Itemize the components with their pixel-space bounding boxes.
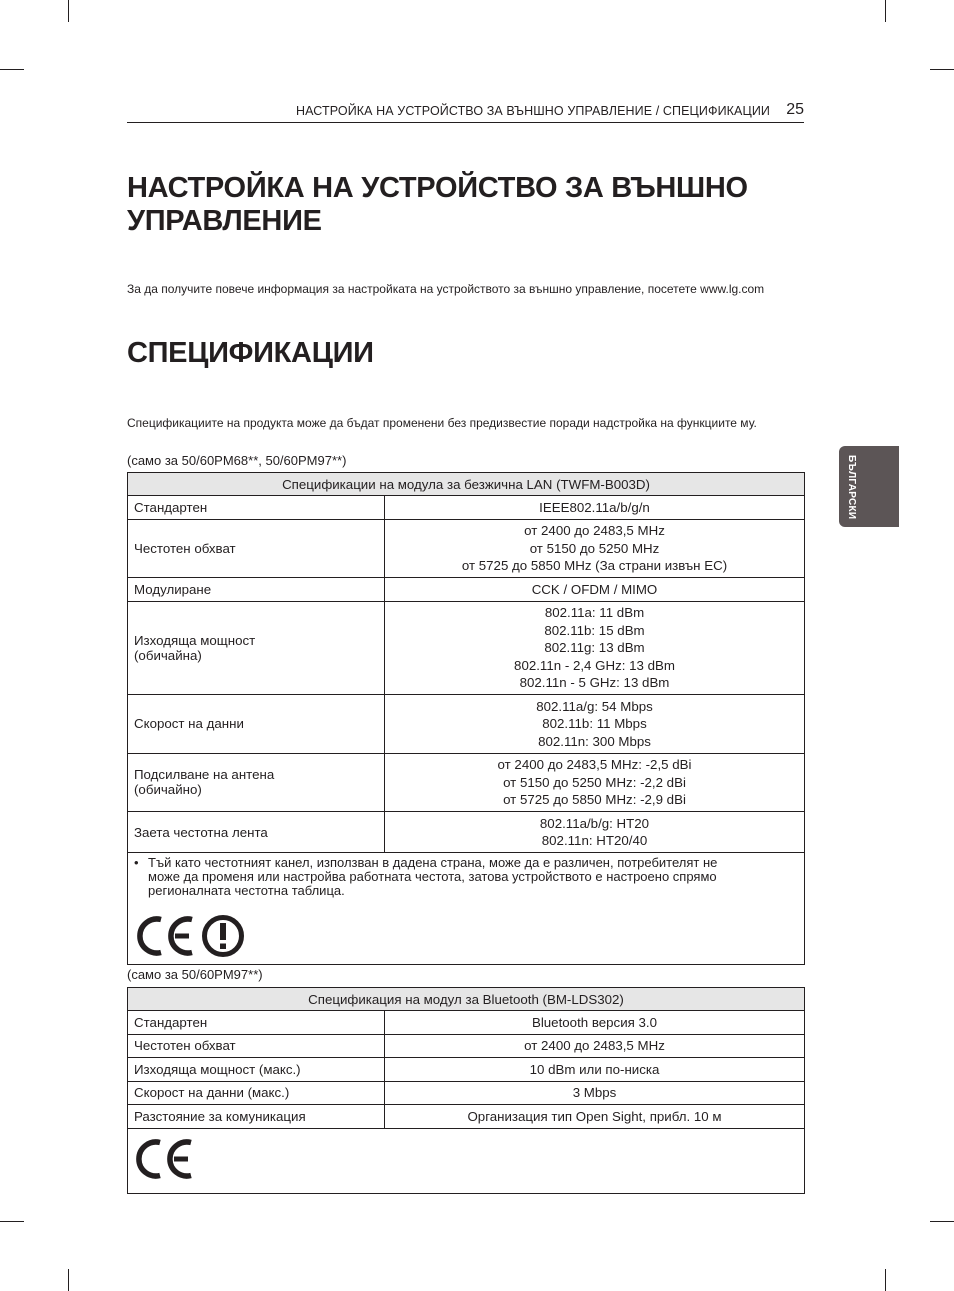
spec-label (128, 753, 385, 812)
spec-value (385, 519, 805, 578)
spec-row (128, 578, 805, 602)
note-line: регионалната честотна таблица. (148, 883, 345, 898)
external-control-text: За да получите повече информация за настройката на устройството за външно управление, посетете www.lg.com (127, 282, 765, 296)
spec-value-line: 10 dBm или по-ниска (529, 1061, 660, 1077)
running-header (127, 100, 804, 123)
spec-row (128, 812, 805, 853)
spec-label-line: Скорост на данни (134, 716, 244, 732)
wlan-note-cell (128, 853, 805, 965)
spec-label (128, 812, 385, 853)
spec-label-line: Честотен обхват (134, 540, 236, 556)
wlan-model-note: (само за 50/60PM68**, 50/60PM97**) (127, 453, 347, 468)
section-title-external-control (127, 172, 748, 238)
crop-mark (930, 1221, 954, 1222)
spec-label-line: Изходяща мощност (макс.) (134, 1061, 301, 1077)
spec-value-line: 802.11b: 11 Mbps (542, 716, 647, 731)
spec-row (128, 496, 805, 520)
spec-value-line: 802.11b: 15 dBm (544, 622, 645, 638)
spec-row (128, 1081, 805, 1105)
ce-mark-icon (134, 1137, 194, 1181)
crop-mark (885, 0, 886, 22)
spec-value-line: от 2400 до 2483,5 MHz (524, 1038, 665, 1053)
spec-value-line: от 5725 до 5850 MHz: -2,9 dBi (503, 792, 686, 807)
spec-value-line: 802.11n - 2,4 GHz: 13 dBm (514, 657, 675, 673)
spec-label-line: Изходяща мощност (134, 632, 256, 648)
note-line: може да променя или настройва работната честота, затова устройството е настроено спрямо (148, 869, 717, 884)
spec-label-line: (обичайно) (134, 782, 202, 798)
specifications-text: Спецификациите на продукта може да бъдат променени без предизвестие поради надстройка на функциите му. (127, 416, 757, 430)
spec-label (128, 1081, 385, 1105)
spec-label (128, 601, 385, 695)
spec-label-line: Модулиране (134, 581, 212, 597)
bluetooth-spec-table (127, 987, 805, 1194)
spec-label (128, 1105, 385, 1129)
spec-value (385, 1105, 805, 1129)
spec-value-line: от 2400 до 2483,5 MHz: -2,5 dBi (497, 757, 692, 772)
crop-mark (0, 69, 24, 70)
section-title-line: НАСТРОЙКА НА УСТРОЙСТВО ЗА ВЪНШНО (127, 172, 748, 204)
spec-label-line: Разстояние за комуникация (134, 1108, 306, 1124)
spec-label-line: Заета честотна лента (134, 824, 268, 840)
wlan-table-header: Спецификации на модула за безжична LAN (TWFM-B003D) (128, 473, 805, 496)
spec-value (385, 812, 805, 853)
language-tab-label: БЪЛГАРСКИ (846, 454, 857, 520)
crop-mark (885, 1269, 886, 1291)
spec-row (128, 1034, 805, 1058)
spec-label (128, 695, 385, 754)
bluetooth-mark-cell (128, 1128, 805, 1193)
spec-label-line: Честотен обхват (134, 1038, 236, 1054)
page-number: 25 (786, 101, 804, 118)
crop-mark (0, 1221, 24, 1222)
ce-mark-icon (135, 914, 195, 958)
spec-value (385, 578, 805, 602)
spec-row (128, 601, 805, 695)
crop-mark (68, 0, 69, 22)
spec-value-line: CCK / OFDM / MIMO (531, 581, 658, 597)
spec-value-line: IEEE802.11a/b/g/n (539, 499, 650, 515)
spec-label (128, 1034, 385, 1058)
wlan-spec-table (127, 472, 805, 965)
spec-value (385, 496, 805, 520)
spec-label (128, 496, 385, 520)
spec-value (385, 601, 805, 695)
spec-value-line: от 2400 до 2483,5 MHz (524, 523, 665, 538)
spec-value (385, 753, 805, 812)
spec-value-line: 3 Mbps (572, 1085, 617, 1100)
spec-label-line: (обичайна) (134, 647, 202, 663)
spec-value-line: 802.11a/g: 54 Mbps (536, 698, 653, 714)
spec-value-line: 802.11n: 300 Mbps (538, 733, 651, 749)
spec-label (128, 1011, 385, 1035)
spec-row (128, 695, 805, 754)
spec-value-line: Bluetooth версия 3.0 (531, 1014, 658, 1030)
spec-row (128, 519, 805, 578)
spec-row (128, 753, 805, 812)
note-bullet: • (134, 855, 139, 870)
spec-value (385, 1034, 805, 1058)
bluetooth-model-note: (само за 50/60PM97**) (127, 967, 263, 982)
spec-value-line: 802.11n: HT20/40 (541, 833, 648, 848)
spec-value (385, 1081, 805, 1105)
spec-row (128, 1011, 805, 1035)
spec-value-line: Организация тип Open Sight, прибл. 10 м (467, 1108, 722, 1124)
spec-row (128, 1105, 805, 1129)
spec-row (128, 1058, 805, 1082)
spec-label-line: Скорост на данни (макс.) (134, 1085, 290, 1101)
running-header-title: НАСТРОЙКА НА УСТРОЙСТВО ЗА ВЪНШНО УПРАВЛЕНИЕ / СПЕЦИФИКАЦИИ (295, 104, 770, 118)
spec-value-line: 802.11n - 5 GHz: 13 dBm (519, 675, 670, 690)
language-tab (839, 446, 899, 527)
crop-mark (930, 69, 954, 70)
spec-label-line: Стандартен (134, 1014, 208, 1030)
spec-value-line: от 5150 до 5250 MHz (529, 540, 660, 556)
spec-value-line: 802.11g: 13 dBm (544, 640, 645, 655)
spec-value (385, 695, 805, 754)
spec-label-line: Стандартен (134, 499, 208, 515)
spec-label (128, 1058, 385, 1082)
crop-mark (68, 1269, 69, 1291)
spec-value (385, 1058, 805, 1082)
section-title-specifications: СПЕЦИФИКАЦИИ (127, 337, 374, 369)
class-2-alert-icon (201, 914, 247, 958)
bluetooth-table-header: Спецификация на модул за Bluetooth (BM-LDS302) (128, 988, 805, 1011)
spec-label (128, 519, 385, 578)
note-line: Тъй като честотният канел, използван в дадена страна, може да е различен, потребителят не (148, 855, 718, 870)
spec-value (385, 1011, 805, 1035)
spec-value-line: 802.11a: 11 dBm (544, 605, 645, 620)
spec-label (128, 578, 385, 602)
spec-value-line: 802.11a/b/g: HT20 (539, 815, 650, 831)
spec-value-line: от 5725 до 5850 MHz (За страни извън ЕС) (461, 558, 728, 573)
spec-label-line: Подсилване на антена (134, 767, 275, 783)
section-title-line: УПРАВЛЕНИЕ (127, 205, 322, 237)
spec-value-line: от 5150 до 5250 MHz: -2,2 dBi (503, 774, 686, 790)
